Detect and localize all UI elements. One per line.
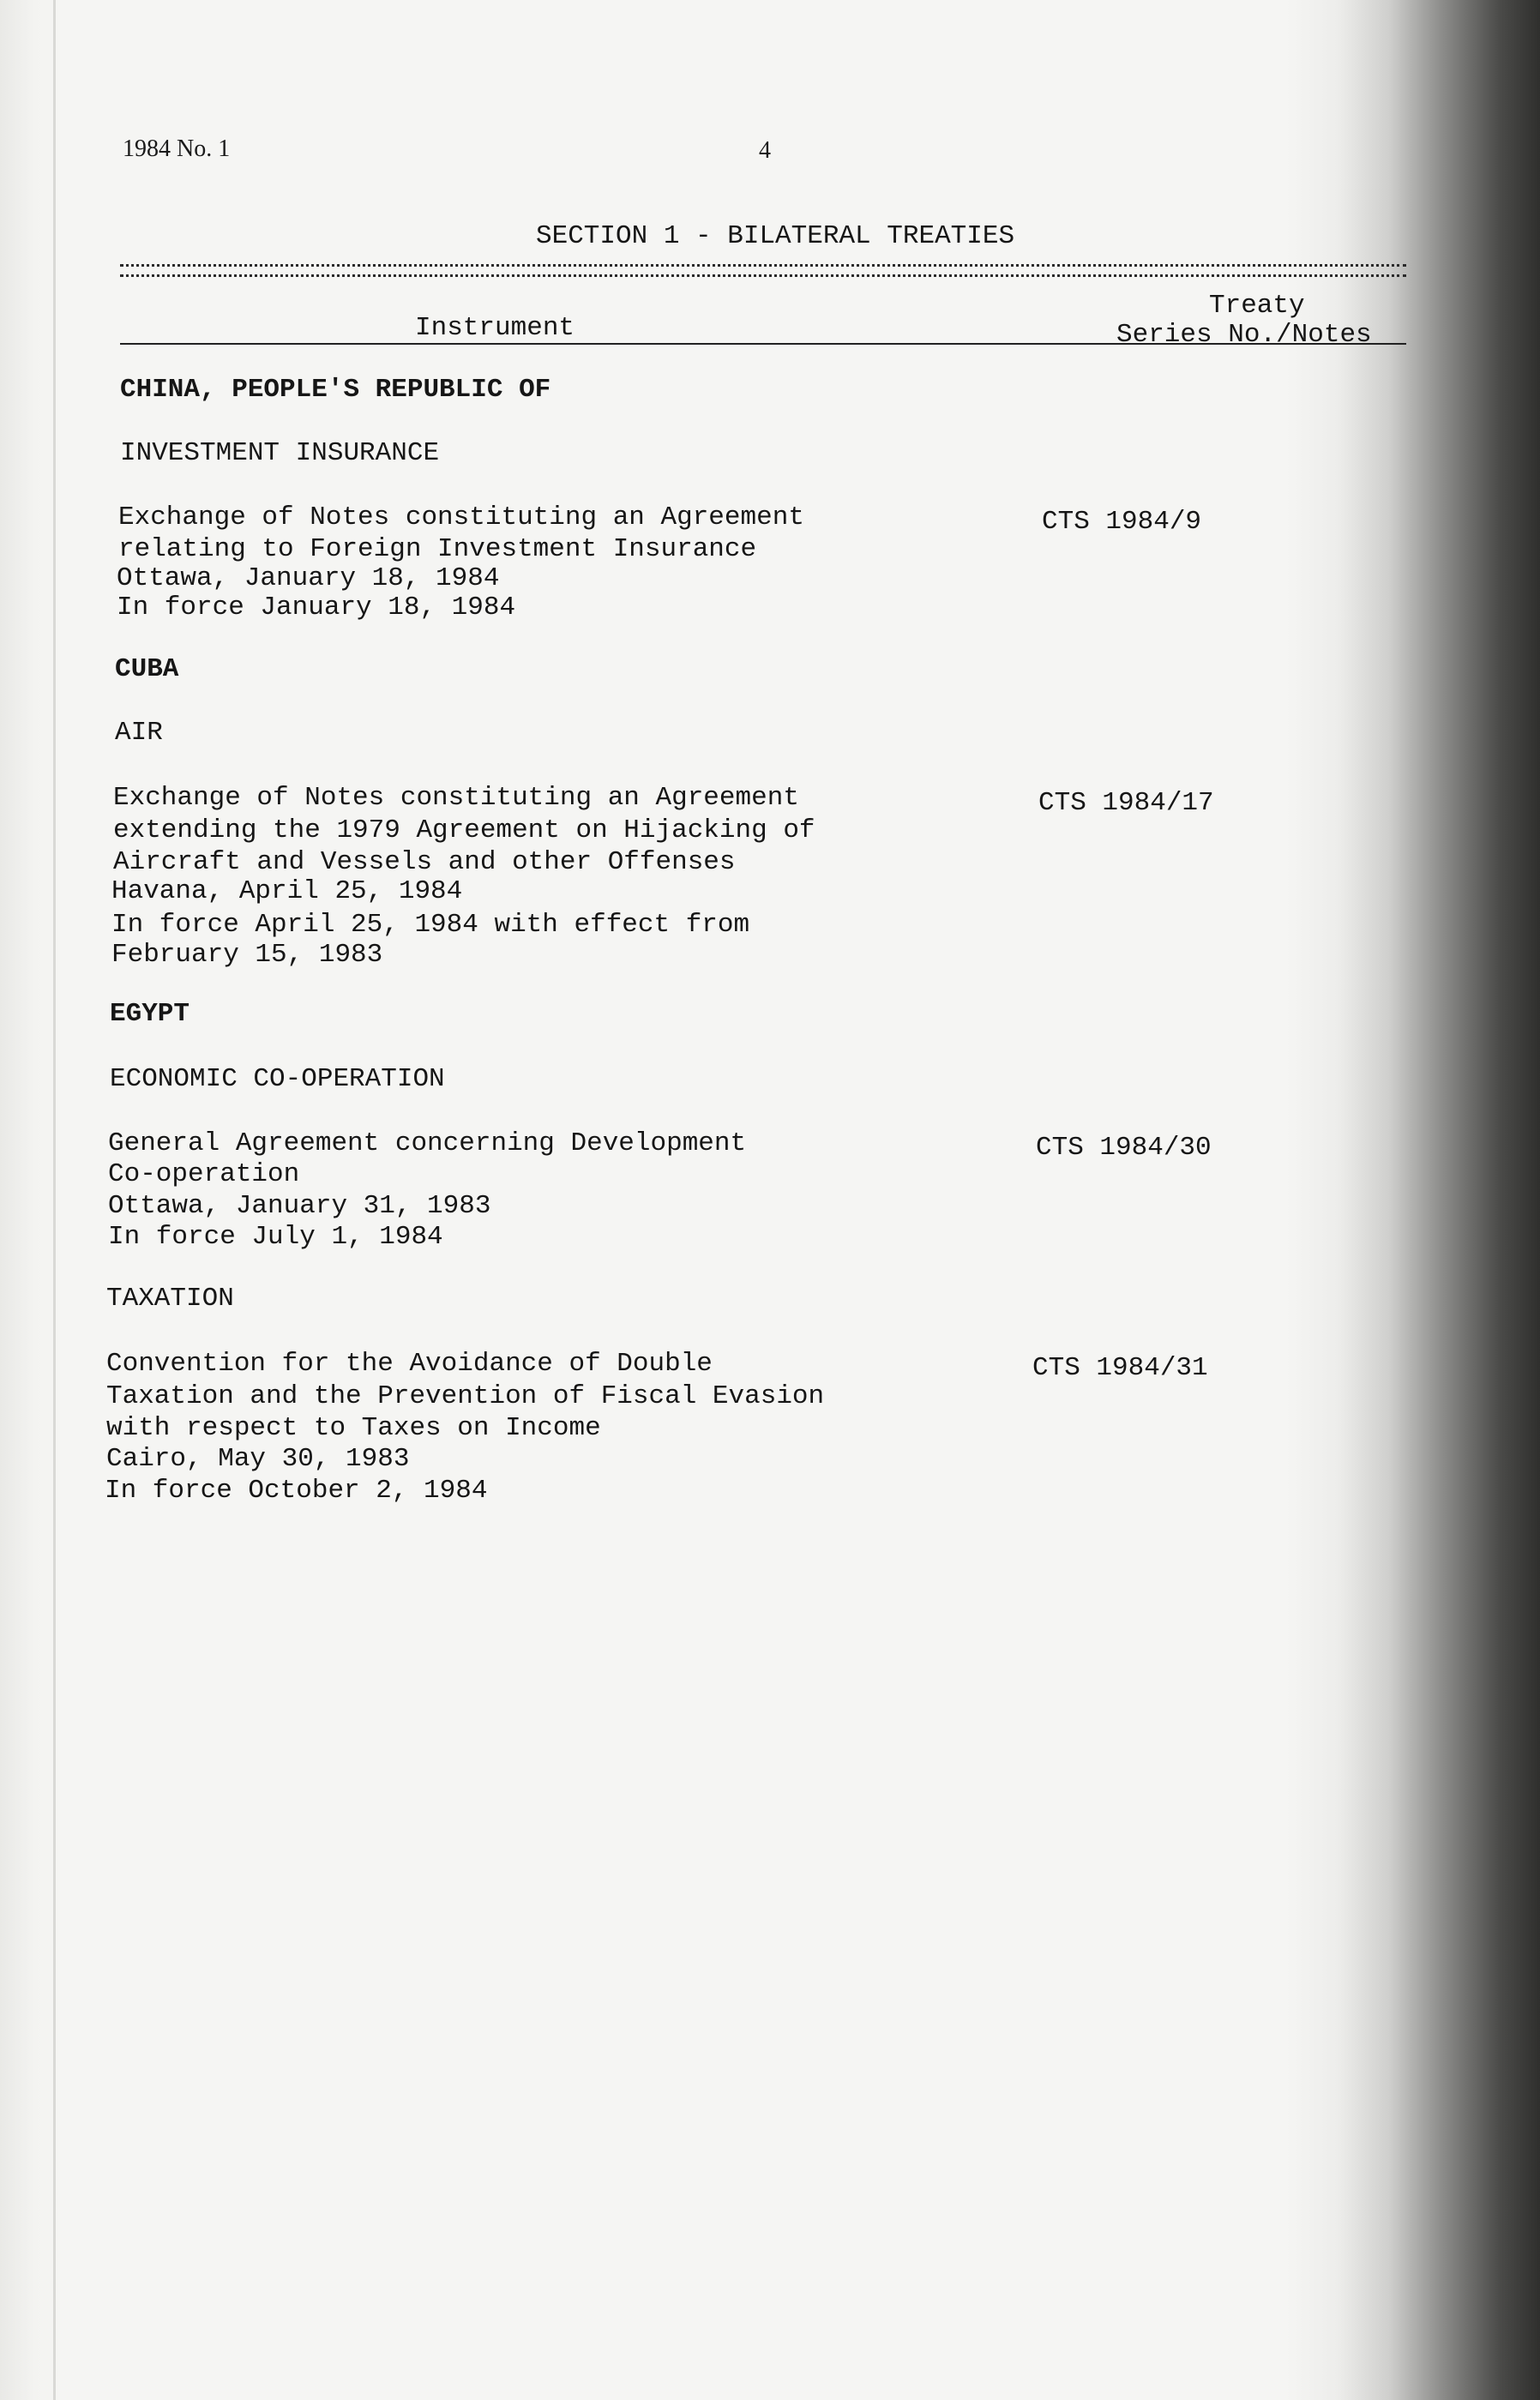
subject-heading: TAXATION <box>106 1284 234 1314</box>
treaty-series-number: CTS 1984/9 <box>1042 507 1202 537</box>
country-heading: CUBA <box>115 654 179 684</box>
column-header-instrument: Instrument <box>415 313 575 343</box>
instrument-line: Exchange of Notes constituting an Agreement <box>113 783 799 813</box>
instrument-line: Co-operation <box>108 1159 300 1189</box>
instrument-line: In force April 25, 1984 with effect from <box>111 910 750 940</box>
instrument-line: General Agreement concerning Development <box>108 1128 747 1158</box>
instrument-line: In force October 2, 1984 <box>105 1476 488 1506</box>
instrument-line: Exchange of Notes constituting an Agreement <box>118 502 804 532</box>
column-header-treaty: Treaty <box>1209 291 1305 321</box>
section-title: SECTION 1 - BILATERAL TREATIES <box>536 221 1015 251</box>
treaty-series-number: CTS 1984/17 <box>1038 788 1214 818</box>
subject-heading: ECONOMIC CO-OPERATION <box>110 1064 445 1094</box>
instrument-line: Cairo, May 30, 1983 <box>106 1444 410 1474</box>
instrument-line: extending the 1979 Agreement on Hijacking of <box>113 815 815 845</box>
instrument-line: relating to Foreign Investment Insurance <box>118 534 757 564</box>
country-heading: EGYPT <box>110 999 190 1029</box>
instrument-line: February 15, 1983 <box>111 940 383 970</box>
instrument-line: Havana, April 25, 1984 <box>111 876 463 906</box>
column-header-series: Series No./Notes <box>1116 320 1372 350</box>
running-head: 1984 No. 1 <box>123 135 231 162</box>
instrument-line: Ottawa, January 31, 1983 <box>108 1191 491 1221</box>
instrument-line: Ottawa, January 18, 1984 <box>117 563 500 593</box>
treaty-series-number: CTS 1984/31 <box>1032 1353 1208 1383</box>
instrument-line: Aircraft and Vessels and other Offenses <box>113 847 736 877</box>
instrument-line: In force July 1, 1984 <box>108 1222 443 1252</box>
column-header-rule <box>120 343 1406 345</box>
instrument-line: In force January 18, 1984 <box>117 592 516 623</box>
subject-heading: INVESTMENT INSURANCE <box>120 438 440 468</box>
binding-shadow <box>53 0 56 2400</box>
instrument-line: Convention for the Avoidance of Double <box>106 1349 713 1379</box>
page-number: 4 <box>759 137 771 164</box>
double-rule <box>120 264 1406 277</box>
country-heading: CHINA, PEOPLE'S REPUBLIC OF <box>120 375 551 405</box>
instrument-line: with respect to Taxes on Income <box>106 1413 601 1443</box>
treaty-series-number: CTS 1984/30 <box>1036 1133 1212 1163</box>
subject-heading: AIR <box>115 718 163 748</box>
instrument-line: Taxation and the Prevention of Fiscal Evasion <box>106 1381 825 1411</box>
